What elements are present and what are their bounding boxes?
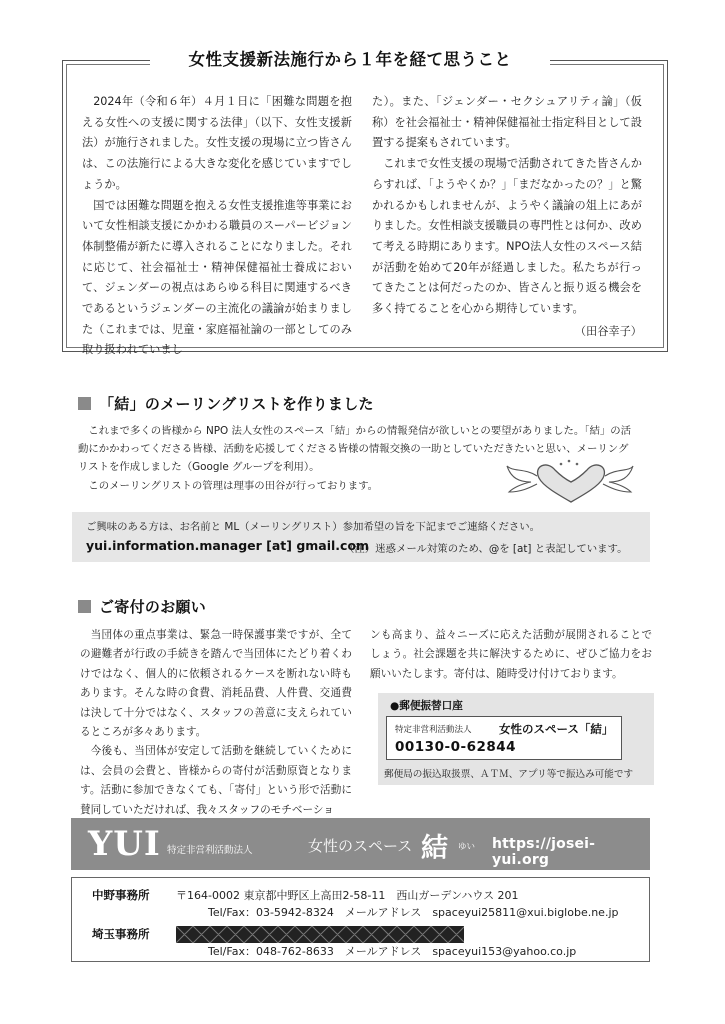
office-address-nakano: 〒164-0002 東京都中野区上高田2-58-11 西山ガーデンハウス 201 [176, 889, 519, 902]
donation-heading [78, 596, 206, 617]
postal-note: 郵便局の振込取扱票、ＡＴＭ、アプリ等で振込み可能です [384, 769, 634, 780]
postal-org-type: 特定非営利活動法人 [395, 725, 472, 735]
contact-email[interactable]: yui.information.manager [at] gmail.com [86, 538, 370, 553]
article-right-column [372, 92, 642, 342]
winged-heart-icon [505, 458, 635, 508]
mailing-list-contact-box [72, 512, 650, 562]
contact-note: ご興味のある方は、お名前と ML（メーリングリスト）参加希望の旨を下記までご連絡ください。 [86, 521, 541, 533]
article-title: 女性支援新法施行から１年を経て思うこと [150, 46, 550, 74]
donation-right-column [370, 626, 652, 684]
article-signature: （田谷幸子） [574, 324, 642, 338]
banner-org-ruby: ゆい [458, 842, 476, 852]
square-bullet-icon [78, 600, 91, 613]
mailing-list-paragraph: これまで多くの皆様から NPO 法人女性のスペース「結」からの情報発信が欲しいとの要望がありました。「結」の活動にかかわってくださる皆様、活動を応援してくださる皆様の情報交換の一助としていただきたいと思い、メーリングリストを作成しました（Google グループを利用）。 [78, 425, 632, 474]
donation-left-column [80, 626, 352, 820]
banner-org-kanji: 結 [421, 833, 448, 864]
postal-account-number: 00130-0-62844 [395, 739, 517, 755]
footer-banner [71, 818, 650, 870]
donation-heading-text: ご寄付のお願い [99, 598, 207, 616]
redaction-pattern [176, 926, 464, 943]
postal-account-card [386, 716, 622, 760]
banner-org-name: 女性のスペース [308, 837, 413, 855]
article-paragraph: これまで女性支援の現場で活動されてきた皆さんからすれば、「ようやくか？」「まだなかったの？」と驚かれるかもしれませんが、ようやく議論の俎上にあがりました。女性相談支援職員の専門性とは何か、改めて考える時期にあります。NPO法人女性のスペース結が活動を始めて20年が経過しました。私たちが行ってきたことは何だったのか、皆さんと振り返る機会を多く持てることを心から期待しています。 [372, 157, 642, 316]
redacted-address-block [176, 926, 464, 943]
postal-title: ●郵便振替口座 [390, 700, 463, 712]
mailing-list-paragraph: このメーリングリストの管理は理事の田谷が行っております。 [88, 479, 379, 492]
article-left-column [82, 92, 352, 361]
offices-box [71, 877, 650, 962]
article-paragraph: た）。また、「ジェンダー・セクシュアリティ論」（仮称）を社会福祉士・精神保健福祉士指定科目として設置する提案もされています。 [372, 95, 642, 150]
office-contact-nakano: Tel/Fax：03-5942-8324 メールアドレス spaceyui25811@xui.biglobe.ne.jp [208, 906, 619, 919]
office-label-saitama: 埼玉事務所 [92, 927, 150, 941]
article-paragraph: 2024年（令和６年）４月１日に「困難な問題を抱える女性への支援に関する法律」（以下、女性支援新法）が施行されました。女性支援の現場に立つ皆さんは、この法施行による大きな変化を感じていますでしょうか。 [82, 95, 352, 191]
postal-org-name: 女性のスペース「結」 [499, 722, 614, 736]
square-bullet-icon [78, 397, 91, 410]
yui-logo: YUI [88, 824, 161, 864]
office-label-nakano: 中野事務所 [92, 888, 150, 902]
office-contact-saitama: Tel/Fax：048-762-8633 メールアドレス spaceyui153@yahoo.co.jp [208, 945, 577, 958]
donation-paragraph: 当団体の重点事業は、緊急一時保護事業ですが、全ての避難者が行政の手続きを踏んで当団体にたどり着くわけではなく、個人的に依頼されるケースを断れない時もあります。そんな時の食費、消耗品費、人件費、交通費は決して十分ではなく、スタッフの善意に支えられているところが多々あります。 [80, 629, 352, 739]
donation-paragraph: ンも高まり、益々ニーズに応えた活動が展開されることでしょう。社会課題を共に解決するために、ぜひご協力をお願いいたします。寄付は、随時受け付けております。 [370, 629, 652, 680]
mailing-list-heading-text: 「結」のメーリングリストを作りました [99, 395, 374, 413]
mailing-list-heading [78, 393, 374, 414]
donation-paragraph: 今後も、当団体が安定して活動を継続していくためには、会員の会費と、皆様からの寄付が活動原資となります。活動に参加できなくても、「寄付」という形で活動に賛同していただければ、我々スタッフのモチベーショ [80, 745, 352, 816]
article-paragraph: 国では困難な問題を抱える女性支援推進等事業において女性相談支援にかかわる職員のスーパービジョン体制整備が新たに導入されることになりました。それに応じて、社会福祉士・精神保健福祉士養成において、ジェンダーの視点はあらゆる科目に関連するべきであるというジェンダーの主流化の議論が始まりました（これまでは、児童・家庭福祉論の一部としてのみ取り扱われていまし [82, 198, 352, 357]
banner-org-type: 特定非営利活動法人 [167, 845, 253, 856]
contact-caution: （注）迷惑メール対策のため、@を [at] と表記しています。 [344, 543, 628, 555]
website-link[interactable]: https://josei-yui.org [492, 836, 596, 868]
postal-transfer-box [378, 693, 654, 785]
